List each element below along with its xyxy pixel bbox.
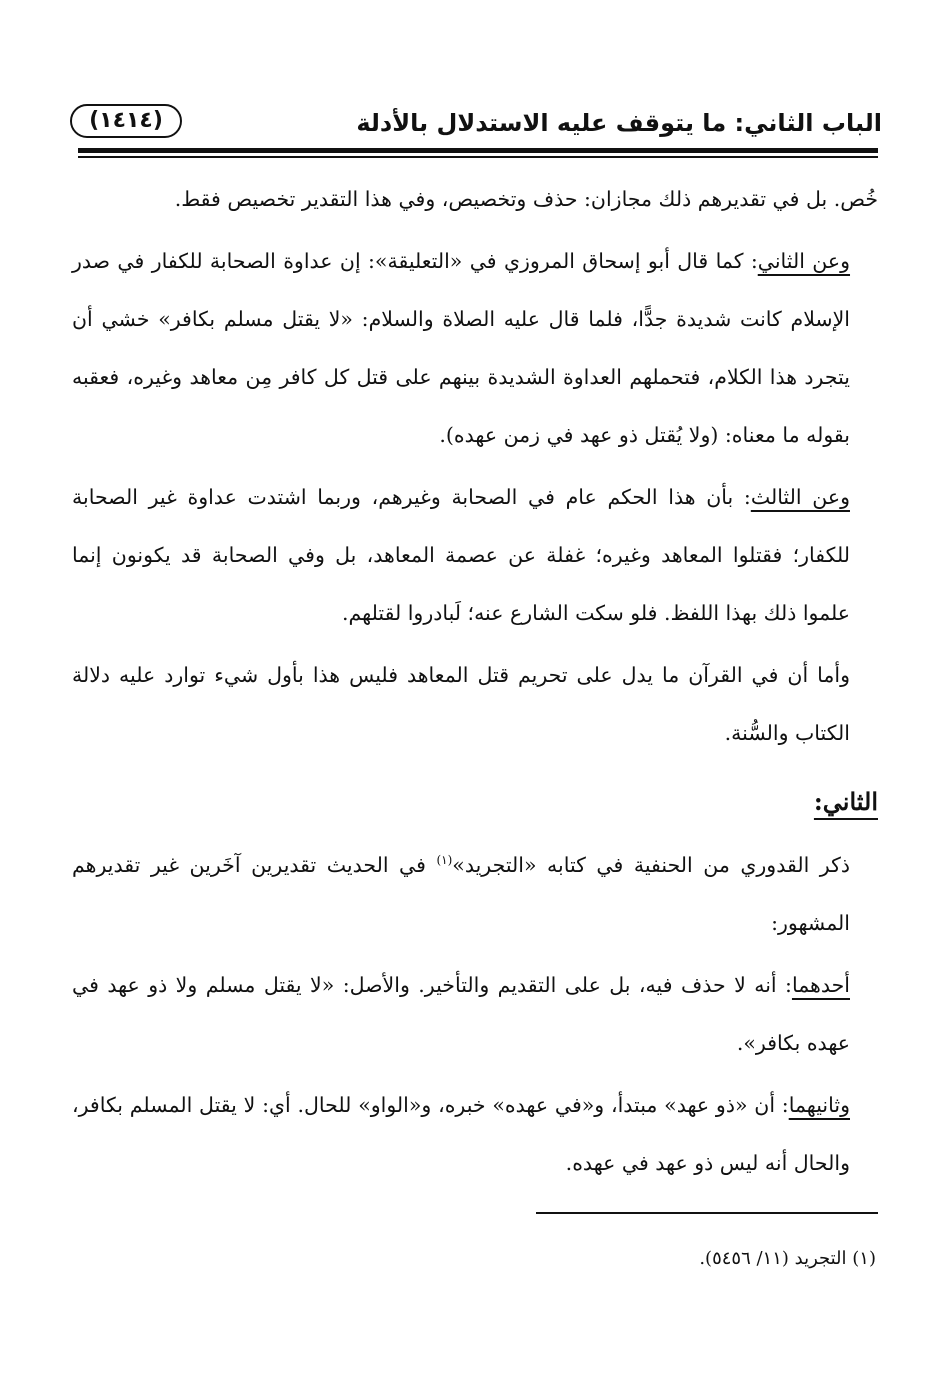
paragraph-text: : أنه لا حذف فيه، بل على التقديم والتأخير. والأصل: «لا يقتل مسلم ولا ذو عهد في عهده بكافر». (72, 973, 850, 1055)
paragraph-third-answer (72, 468, 878, 642)
paragraph-qudoori (72, 836, 878, 952)
footnote-marker[interactable]: (١) (436, 853, 453, 868)
paragraph-quran (72, 646, 878, 762)
paragraph-text: ذكر القدوري من الحنفية في كتابه «التجريد» (452, 853, 850, 877)
footnote-separator (536, 1212, 878, 1214)
paragraph-text: : أن «ذو عهد» مبتدأ، و«في عهده» خبره، و«الواو» للحال. أي: لا يقتل المسلم بكافر، والحال أنه ليس ذو عهد في عهده. (72, 1093, 850, 1175)
paragraph-first-estimate (72, 956, 878, 1072)
main-text (72, 170, 878, 1192)
paragraph-lead: أحدهما (791, 973, 850, 997)
section-heading (72, 774, 878, 830)
paragraph-lead: وعن الثالث (750, 485, 850, 509)
paragraph-text: : كما قال أبو إسحاق المروزي في «التعليقة»: إن عداوة الصحابة للكفار في صدر الإسلام كانت شديدة جدًّا، فلما قال عليه الصلاة والسلام: «لا يقتل مسلم بكافر» خشي أن يتجرد هذا الكلام، فتحملهم العداوة الشديدة بينهم على قتل كل كافر مِن معاهد وغيره، فعقبه بقوله ما معناه: (ولا يُقتل ذو عهد في زمن عهده). (72, 249, 850, 447)
page-header (70, 100, 882, 150)
paragraph-second-answer (72, 232, 878, 464)
paragraph-lead: وثانيهما (788, 1093, 850, 1117)
page-number: (١٤١٤) (70, 104, 182, 138)
header-rule-thin (78, 156, 878, 158)
paragraph-text: خُص. بل في تقديرهم ذلك مجازان: حذف وتخصيص، وفي هذا التقدير تخصيص فقط. (174, 187, 878, 211)
footnote: (١) التجريد (١١/ ٥٤٥٦). (699, 1248, 876, 1269)
running-title: الباب الثاني: ما يتوقف عليه الاستدلال بالأدلة (356, 109, 882, 137)
header-rule-thick (78, 148, 878, 153)
paragraph-text: في الحديث تقديرين آخَرين غير تقديرهم المشهور: (72, 853, 850, 935)
paragraph-text: : بأن هذا الحكم عام في الصحابة وغيرهم، وربما اشتدت عداوة غير الصحابة للكفار؛ فقتلوا المعاهد وغيره؛ غفلة عن عصمة المعاهد، بل وفي الصحابة قد يكونون إنما علموا ذلك بهذا اللفظ. فلو سكت الشارع عنه؛ لَبادروا لقتلهم. (72, 485, 850, 625)
paragraph-second-estimate (72, 1076, 878, 1192)
section-heading-text: الثاني: (813, 787, 878, 816)
paragraph-lead: وعن الثاني (757, 249, 851, 273)
paragraph-continuation (72, 170, 878, 228)
paragraph-text: وأما أن في القرآن ما يدل على تحريم قتل المعاهد فليس هذا بأول شيء توارد عليه دلالة الكتاب والسُّنة. (72, 663, 850, 745)
